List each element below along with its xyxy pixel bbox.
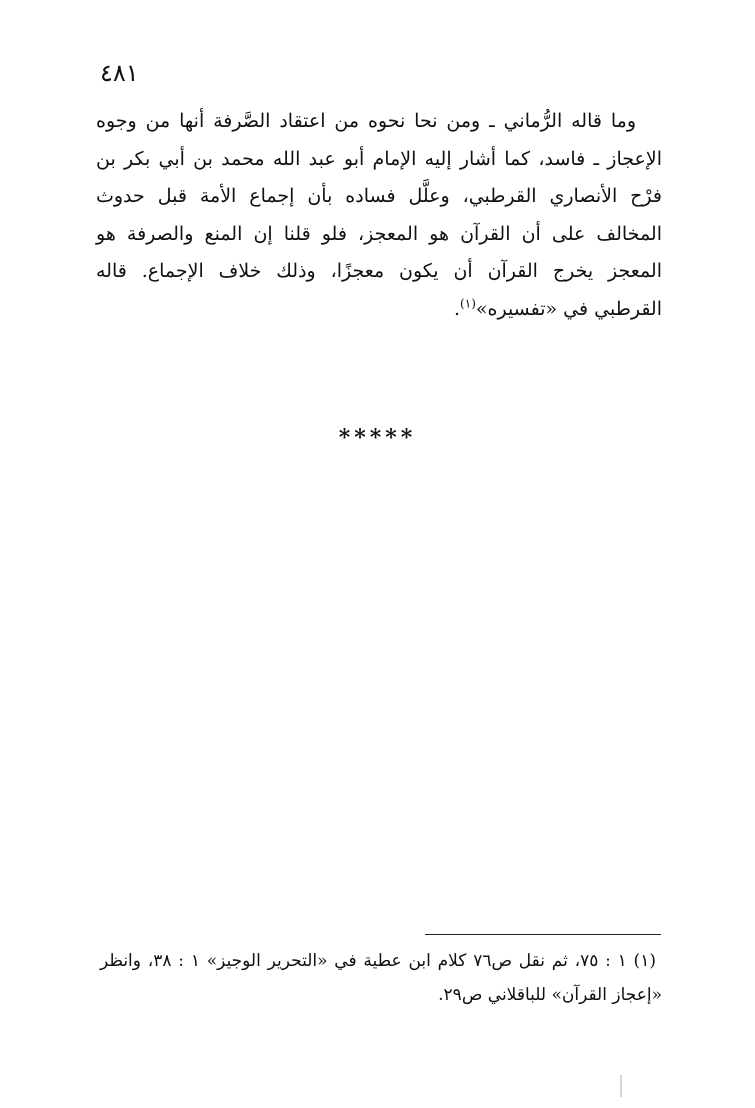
paragraph-line: فرْح الأنصاري القرطبي، وعلَّل فساده بأن إجماع الأمة قبل حدوث bbox=[96, 185, 662, 207]
footnote bbox=[100, 944, 662, 1012]
final-punctuation: . bbox=[454, 297, 461, 320]
footnote-divider bbox=[425, 934, 661, 935]
paragraph-last-line bbox=[96, 291, 662, 329]
paragraph-line: الإعجاز ـ فاسد، كما أشار إليه الإمام أبو عبد الله محمد بن أبي بكر بن bbox=[96, 147, 662, 170]
main-paragraph bbox=[96, 103, 662, 328]
paragraph-line: المخالف على أن القرآن هو المعجز، فلو قلنا إن المنع والصرفة هو bbox=[96, 222, 662, 245]
footnote-line: (١) ١ : ٧٥، ثم نقل ص٧٦ كلام ابن عطية في «التحرير الوجيز» ١ : ٣٨، وانظر bbox=[100, 951, 656, 971]
scan-mark bbox=[620, 1075, 622, 1097]
paragraph-line: المعجز يخرج القرآن أن يكون معجزًا، وذلك خلاف الإجماع. قاله bbox=[96, 260, 662, 282]
page-number: ٤٨١ bbox=[100, 59, 139, 87]
paragraph-line: القرطبي في «تفسيره» bbox=[475, 297, 662, 320]
footnote-line: «إعجاز القرآن» للباقلاني ص٢٩. bbox=[438, 985, 662, 1005]
section-separator: ***** bbox=[338, 425, 417, 451]
paragraph-line: وما قاله الرُّماني ـ ومن نحا نحوه من اعتقاد الصَّرفة أنها من وجوه bbox=[96, 110, 636, 132]
footnote-reference: (١) bbox=[460, 296, 476, 311]
